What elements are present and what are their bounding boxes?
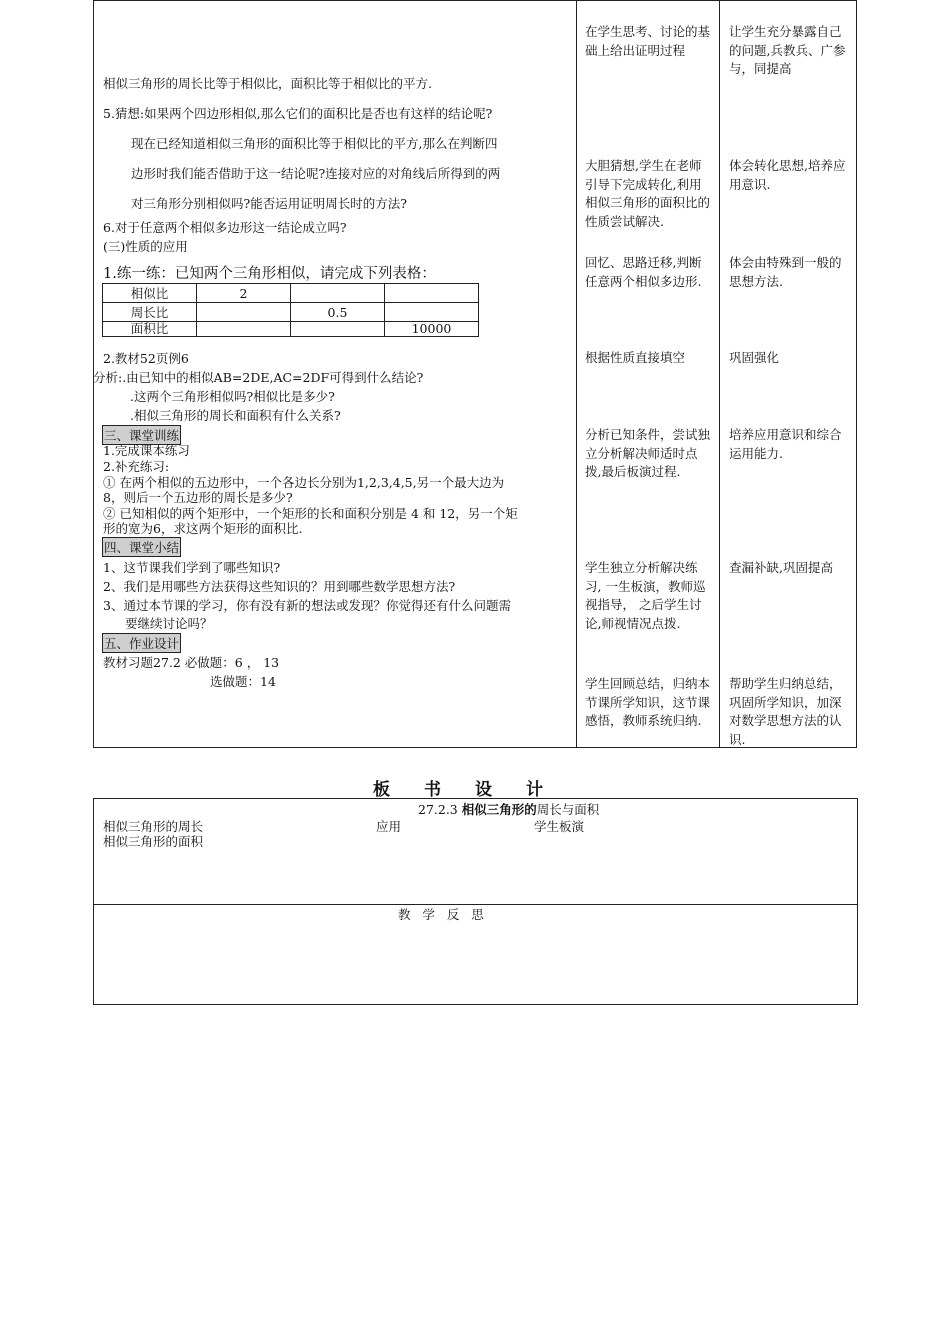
table-cell (385, 303, 479, 322)
question-6: 6.对于任意两个相似多边形这一结论成立吗? (103, 220, 347, 235)
training-item-2: 2.补充练习: (103, 459, 170, 474)
design-intent-7: 帮助学生归纳总结，巩固所学知识，加深对数学思想方法的认识. (729, 676, 842, 747)
table-cell: 0.5 (291, 303, 385, 322)
design-intent-4: 巩固强化 (729, 350, 780, 365)
board-right: 学生板演 (534, 819, 585, 834)
design-intent-6: 查漏补缺,巩固提高 (729, 560, 833, 575)
board-heading-tail: 周长与面积 (536, 802, 600, 817)
board-heading-bold: 相似三角形的 (461, 802, 537, 817)
table-cell (385, 284, 479, 303)
main-table-top-border (93, 0, 857, 1)
table-row (103, 303, 479, 322)
design-intent-2: 体会转化思想,培养应用意识. (729, 158, 846, 192)
section-classroom-training: 三、课堂训练 (102, 425, 181, 445)
table-row (103, 284, 479, 303)
student-activity-7: 学生回顾总结，归纳本节课所学知识，这节课感悟，教师系统归纳. (585, 676, 711, 728)
student-activity-4: 根据性质直接填空 (585, 350, 686, 365)
question-5-line-c: 对三角形分别相似吗?能否运用证明周长时的方法? (131, 196, 407, 211)
board-design-box (93, 798, 858, 1005)
question-5: 5.猜想:如果两个四边形相似,那么它们的面积比是否也有这样的结论呢? (103, 106, 493, 121)
board-middle: 应用 (376, 819, 402, 834)
practice-prompt: 1.练一练：已知两个三角形相似，请完成下列表格： (103, 266, 436, 282)
analysis-line-3: .相似三角形的周长和面积有什么关系? (130, 408, 341, 423)
main-table-col-divider-1 (576, 0, 577, 748)
table-cell: 2 (197, 284, 291, 303)
section-summary: 四、课堂小结 (102, 537, 181, 557)
section-3-heading: (三)性质的应用 (103, 239, 188, 254)
summary-item-4: 要继续讨论吗？ (125, 616, 213, 631)
training-line-4: 8，则后一个五边形的周长是多少? (103, 490, 293, 505)
section-homework: 五、作业设计 (102, 633, 181, 653)
example-reference: 2.教材52页例6 (103, 351, 189, 366)
board-design-title: 板书设计 (373, 780, 577, 800)
analysis-line-2: .这两个三角形相似吗?相似比是多少? (130, 389, 335, 404)
table-cell: 面积比 (103, 322, 197, 337)
teaching-reflection-label: 教 学 反 思 (398, 907, 484, 922)
table-cell (291, 322, 385, 337)
design-intent-1: 让学生充分暴露自己的问题,兵教兵、广参与，同提高 (729, 24, 846, 76)
student-activity-1: 在学生思考、讨论的基础上给出证明过程 (585, 24, 711, 58)
design-intent-5: 培养应用意识和综合运用能力. (729, 427, 842, 461)
summary-item-3: 3、通过本节课的学习，你有没有新的想法或发现？你觉得还有什么问题需 (103, 598, 511, 613)
training-line-3: ① 在两个相似的五边形中，一个各边长分别为1,2,3,4,5,另一个最大边为 (103, 475, 505, 490)
analysis-line-1: 分析:.由已知中的相似AB=2DE,AC=2DF可得到什么结论? (93, 370, 424, 385)
table-cell: 10000 (385, 322, 479, 337)
ratio-table (102, 283, 479, 337)
summary-item-2: 2、我们是用哪些方法获得这些知识的？用到哪些数学思想方法? (103, 579, 456, 594)
board-left-line-2: 相似三角形的面积 (103, 834, 204, 849)
homework-optional: 选做题：14 (210, 674, 276, 689)
table-cell: 相似比 (103, 284, 197, 303)
question-5-line-a: 现在已经知道相似三角形的面积比等于相似比的平方,那么在判断四 (131, 136, 498, 151)
board-heading (418, 800, 599, 818)
student-activity-3: 回忆、思路迁移,判断任意两个相似多边形. (585, 255, 702, 289)
training-item-1: 1.完成课本练习 (103, 443, 190, 458)
student-activity-6: 学生独立分析解决练习, 一生板演，教师巡视指导， 之后学生讨论,师视情况点拨. (585, 560, 706, 631)
student-activity-5: 分析已知条件，尝试独立分析解决师适时点拨,最后板演过程. (585, 427, 711, 479)
training-line-6: 形的宽为6，求这两个矩形的面积比. (103, 521, 303, 536)
student-activity-2: 大胆猜想,学生在老师引导下完成转化,利用相似三角形的面积比的性质尝试解决. (585, 158, 711, 229)
question-5-line-b: 边形时我们能否借助于这一结论呢?连接对应的对角线后所得到的两 (131, 166, 501, 181)
table-cell (197, 322, 291, 337)
table-row (103, 322, 479, 337)
board-heading-number: 27.2.3 (418, 802, 458, 817)
homework-required: 教材习题27.2 必做题：6 ， 13 (103, 655, 280, 670)
area-ratio-conclusion: 相似三角形的周长比等于相似比，面积比等于相似比的平方. (103, 76, 432, 91)
board-left-line-1: 相似三角形的周长 (103, 819, 204, 834)
table-cell: 周长比 (103, 303, 197, 322)
design-intent-3: 体会由特殊到一般的思想方法. (729, 255, 842, 289)
training-line-5: ② 已知相似的两个矩形中，一个矩形的长和面积分别是 4 和 12，另一个矩 (103, 506, 518, 521)
table-cell (197, 303, 291, 322)
main-table-right-border (856, 0, 857, 748)
main-table-col-divider-2 (719, 0, 720, 748)
table-cell (291, 284, 385, 303)
summary-item-1: 1、这节课我们学到了哪些知识? (103, 560, 281, 575)
